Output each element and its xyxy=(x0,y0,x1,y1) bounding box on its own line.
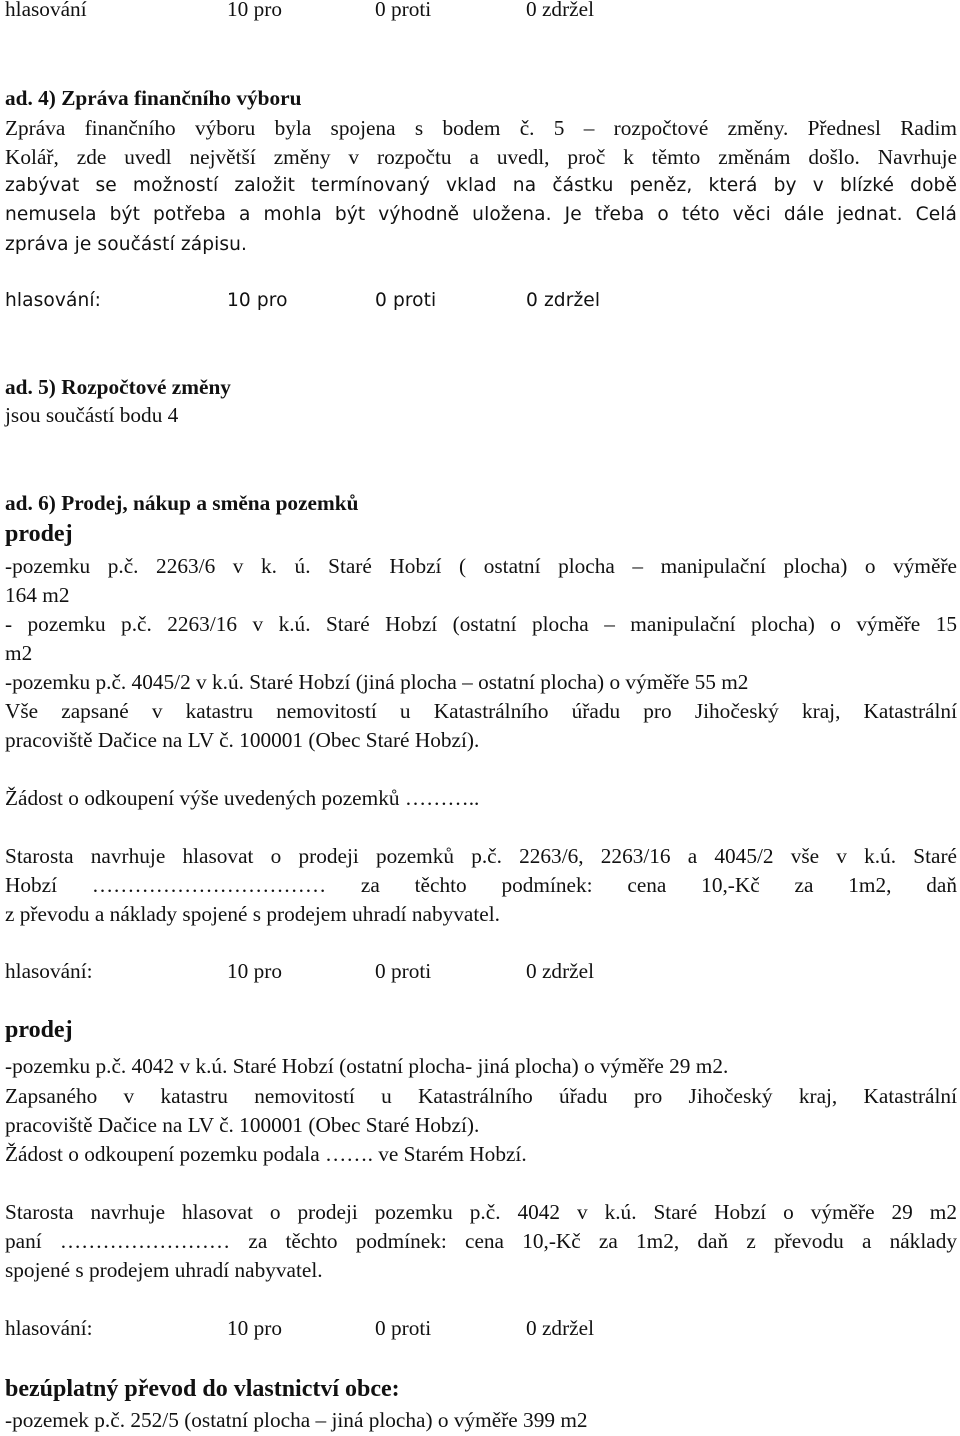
item4-line5: zpráva je součástí zápisu. xyxy=(5,234,248,255)
vote-against: 0 proti xyxy=(375,1316,432,1340)
sale2-label: prodej xyxy=(5,1017,73,1043)
sale2-line1: -pozemku p.č. 4042 v k.ú. Staré Hobzí (ostatní plocha- jiná plocha) o výměře 29 m2. xyxy=(5,1054,729,1078)
item6-heading: ad. 6) Prodej, nákup a směna pozemků xyxy=(5,491,359,515)
item4-vote xyxy=(5,292,600,311)
vote-abstain: 0 zdržel xyxy=(526,1316,594,1340)
vote-for: 10 pro xyxy=(227,959,283,983)
sale1-line9: Starosta navrhuje hlasovat o prodeji pozemků p.č. 2263/6, 2263/16 a 4045/2 vše v k.ú. Staré xyxy=(5,844,957,868)
sale1-line1: -pozemku p.č. 2263/6 v k. ú. Staré Hobzí ( ostatní plocha – manipulační plocha) o výměře xyxy=(5,554,957,578)
sale1-line11: z převodu a náklady spojené s prodejem uhradí nabyvatel. xyxy=(5,902,500,926)
sale1-line10: Hobzí …………………………… za těchto podmínek: cena 10,-Kč za 1m2, daň xyxy=(5,873,957,897)
sale1-line5: -pozemku p.č. 4045/2 v k.ú. Staré Hobzí (jiná plocha – ostatní plocha) o výměře 55 m2 xyxy=(5,670,749,694)
sale2-line6: paní …………………… za těchto podmínek: cena 10,-Kč za 1m2, daň z převodu a náklady xyxy=(5,1229,957,1253)
vote-abstain: 0 zdržel xyxy=(526,959,594,983)
transfer-line1: -pozemek p.č. 252/5 (ostatní plocha – jiná plocha) o výměře 399 m2 xyxy=(5,1408,588,1432)
sale2-line4: Žádost o odkoupení pozemku podala ……. ve Starém Hobzí. xyxy=(5,1142,527,1166)
vote-for: 10 pro xyxy=(227,1316,283,1340)
vote-label: hlasování: xyxy=(5,290,102,311)
vote-abstain: 0 zdržel xyxy=(526,0,594,21)
item4-line4: nemusela být potřeba a mohla být výhodně uložena. Je třeba o této věci dále jednat. Celá xyxy=(5,204,957,225)
sale2-vote xyxy=(5,1318,594,1339)
item4-line2: Kolář, zde uvedl největší změny v rozpočtu a uvedl, proč k těmto změnám došlo. Navrhuje xyxy=(5,145,957,169)
vote-line-top xyxy=(5,0,594,20)
item4-line1: Zpráva finančního výboru byla spojena s bodem č. 5 – rozpočtové změny. Přednesl Radim xyxy=(5,116,957,140)
sale1-line3: - pozemku p.č. 2263/16 v k.ú. Staré Hobzí (ostatní plocha – manipulační plocha) o výměře 15 xyxy=(5,612,957,636)
sale1-line8: Žádost o odkoupení výše uvedených pozemků ……….. xyxy=(5,786,480,810)
sale1-vote xyxy=(5,961,594,982)
sale2-line5: Starosta navrhuje hlasovat o prodeji pozemku p.č. 4042 v k.ú. Staré Hobzí o výměře 29 m2 xyxy=(5,1200,957,1224)
vote-label: hlasování: xyxy=(5,1316,93,1340)
sale2-line3: pracoviště Dačice na LV č. 100001 (Obec Staré Hobzí). xyxy=(5,1113,480,1137)
item5-text: jsou součástí bodu 4 xyxy=(5,403,179,427)
item5-heading: ad. 5) Rozpočtové změny xyxy=(5,375,231,399)
vote-against: 0 proti xyxy=(375,0,432,21)
vote-against: 0 proti xyxy=(375,959,432,983)
transfer-heading: bezúplatný převod do vlastnictví obce: xyxy=(5,1376,400,1402)
sale1-line4: m2 xyxy=(5,641,33,665)
vote-for: 10 pro xyxy=(227,290,288,311)
sale2-line7: spojené s prodejem uhradí nabyvatel. xyxy=(5,1258,323,1282)
sale1-line6: Vše zapsané v katastru nemovitostí u Katastrálního úřadu pro Jihočeský kraj, Katastrální xyxy=(5,699,957,723)
item4-heading: ad. 4) Zpráva finančního výboru xyxy=(5,86,302,110)
sale1-line2: 164 m2 xyxy=(5,583,70,607)
vote-against: 0 proti xyxy=(375,290,437,311)
vote-label: hlasování: xyxy=(5,959,93,983)
item4-line3: zabývat se možností založit termínovaný vklad na částku peněz, která by v blízké době xyxy=(5,175,957,196)
sale1-label: prodej xyxy=(5,521,73,547)
sale2-line2: Zapsaného v katastru nemovitostí u Katastrálního úřadu pro Jihočeský kraj, Katastrální xyxy=(5,1084,957,1108)
vote-label: hlasování xyxy=(5,0,87,21)
vote-abstain: 0 zdržel xyxy=(526,290,601,311)
sale1-line7: pracoviště Dačice na LV č. 100001 (Obec Staré Hobzí). xyxy=(5,728,480,752)
vote-for: 10 pro xyxy=(227,0,283,21)
